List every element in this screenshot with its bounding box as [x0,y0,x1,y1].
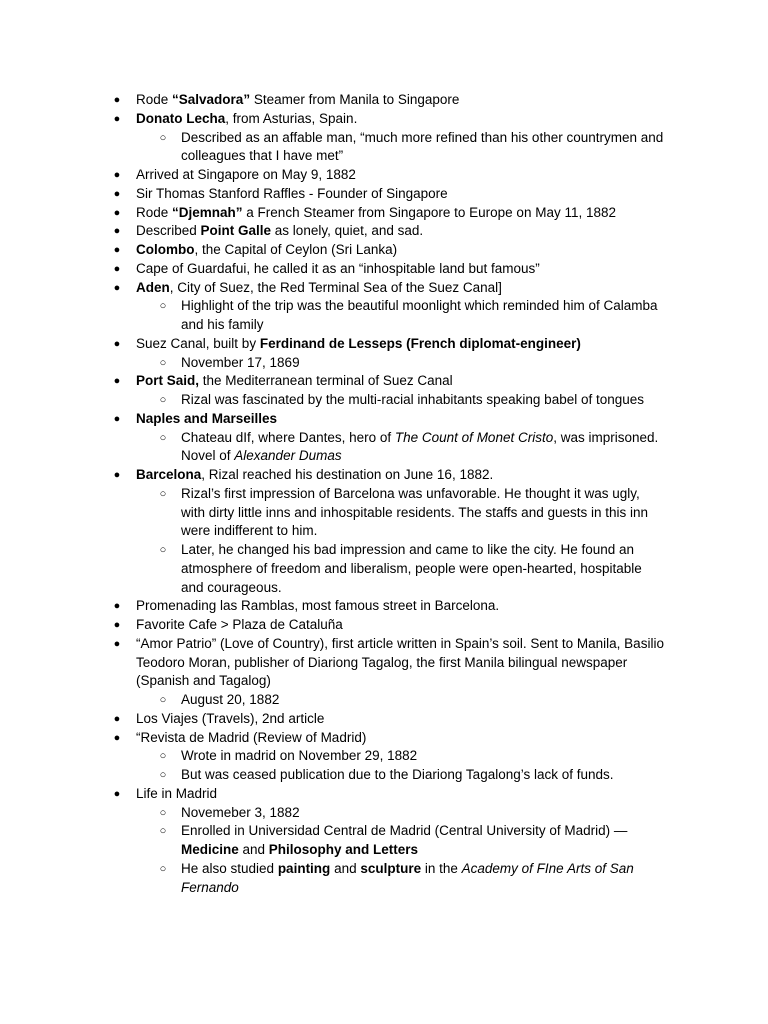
list-item [0,429,768,467]
text-run: Alexander Dumas [234,448,342,464]
filled-bullet-icon: ● [113,637,121,650]
filled-bullet-icon: ● [113,712,121,725]
list-item-line [0,597,768,616]
text-run: Highlight of the trip was the beautiful moonlight which reminded him of Calamba [181,298,658,314]
list-item [0,110,768,129]
text-run: “Amor Patrio” (Love of Country), first article written in Spain’s soil. Sent to Manila, Basilio [136,635,664,651]
list-item [0,241,768,260]
list-item [0,635,768,691]
text-run: painting [277,860,331,876]
text-run: “Revista de Madrid (Review of Madrid) [136,729,367,745]
list-item-line [0,785,768,804]
text-run: Point Galle [200,223,272,239]
hollow-bullet-icon: ○ [159,806,167,819]
list-item-line [0,879,768,898]
hollow-bullet-icon: ○ [159,300,167,313]
list-item-line [0,691,768,710]
list-item-line [0,222,768,241]
list-item [0,616,768,635]
list-item-line [0,747,768,766]
text-run: atmosphere of freedom and liberalism, people were open-hearted, hospitable [181,560,642,576]
list-item-line [0,504,768,523]
filled-bullet-icon: ● [113,112,121,125]
text-run: as lonely, quiet, and sad. [271,223,424,239]
list-item [0,166,768,185]
text-run: and his family [181,317,264,332]
list-item [0,822,768,860]
list-item [0,279,768,298]
filled-bullet-icon: ● [113,787,121,800]
list-item [0,204,768,223]
text-run: Port Said, [136,373,200,389]
list-item [0,185,768,204]
list-item-line [0,729,768,748]
list-item [0,222,768,241]
list-item-line [0,822,768,841]
text-run: the Mediterranean terminal of Suez Canal [199,373,453,389]
list-item-line [0,672,768,691]
list-item-line [0,766,768,785]
list-item [0,391,768,410]
filled-bullet-icon: ● [113,281,121,294]
hollow-bullet-icon: ○ [159,394,167,406]
text-run: Rode [136,92,173,107]
text-run: Cape of Guardafui, he called it as an “inhospitable land but famous” [136,260,540,276]
filled-bullet-icon: ● [113,225,121,238]
filled-bullet-icon: ● [113,187,121,200]
filled-bullet-icon: ● [113,375,121,388]
list-item-line [0,260,768,279]
hollow-bullet-icon: ○ [159,356,167,369]
list-item [0,91,768,110]
filled-bullet-icon: ● [113,731,121,744]
list-item-line [0,654,768,673]
list-item-line [0,560,768,579]
text-run: Steamer from Manila to Singapore [250,92,460,107]
list-item [0,785,768,804]
filled-bullet-icon: ● [113,244,121,256]
list-item-line [0,635,768,654]
text-run: in the [421,860,462,876]
list-item-line [0,110,768,129]
text-run: , City of Suez, the Red Terminal Sea of the Suez Canal] [169,279,502,295]
text-run: , from Asturias, Spain. [225,110,358,126]
list-item-line [0,335,768,354]
list-item [0,766,768,785]
list-item [0,860,768,898]
list-item-line [0,372,768,391]
list-item [0,804,768,823]
text-run: Colombo [136,242,195,257]
text-run: Promenading las Ramblas, most famous street in Barcelona. [136,598,500,614]
filled-bullet-icon: ● [113,469,121,481]
text-run: Described as an affable man, “much more refined than his other countrymen and [181,129,664,145]
text-run: Rode [136,204,173,220]
text-run: Enrolled in Universidad Central de Madrid (Central University of Madrid) — [181,823,628,839]
list-item [0,485,768,541]
text-run: Life in Madrid [136,785,218,801]
text-run: and [330,860,361,876]
filled-bullet-icon: ● [113,262,121,275]
text-run: Fernando [181,879,239,895]
list-item-line [0,466,768,485]
text-run: , the Capital of Ceylon (Sri Lanka) [194,242,398,257]
hollow-bullet-icon: ○ [159,431,167,444]
text-run: November 17, 1869 [181,354,300,370]
list-item [0,335,768,354]
text-run: , Rizal reached his destination on June 16, 1882. [201,467,494,482]
text-run: “Djemnah” [172,204,243,220]
text-run: Aden [136,279,170,295]
list-item-line [0,91,768,110]
filled-bullet-icon: ● [113,206,121,219]
document-page [0,91,768,897]
text-run: Medicine [181,842,239,857]
text-run: Teodoro Moran, publisher of Diariong Tagalog, the first Manila bilingual newspaper [136,654,628,670]
text-run: August 20, 1882 [181,692,280,707]
text-run: colleagues that I have met” [181,148,344,164]
list-item [0,466,768,485]
text-run: Later, he changed his bad impression and came to like the city. He found an [181,542,635,557]
list-item-line [0,485,768,504]
filled-bullet-icon: ● [113,600,121,613]
hollow-bullet-icon: ○ [159,131,167,144]
list-item-line [0,147,768,166]
filled-bullet-icon: ● [113,337,121,350]
text-run: Academy of FIne Arts of San [461,860,634,876]
text-run: Wrote in madrid on November 29, 1882 [181,748,418,764]
text-run: Naples and Marseilles [136,410,278,426]
text-run: Novemeber 3, 1882 [181,804,300,820]
list-item [0,260,768,279]
list-item [0,297,768,335]
text-run: Donato Lecha [136,110,226,126]
list-item-line [0,204,768,223]
list-item [0,372,768,391]
text-run: Philosophy and Letters [268,842,419,857]
list-item-line [0,710,768,729]
text-run: were indifferent to him. [181,523,318,539]
text-run: (Spanish and Tagalog) [136,673,271,689]
text-run: Los Viajes (Travels), 2nd article [136,710,325,726]
list-item-line [0,129,768,148]
list-item-line [0,541,768,560]
list-item [0,541,768,597]
list-item-line [0,279,768,298]
text-run: Ferdinand de Lesseps (French diplomat-engineer) [259,335,581,351]
list-item-line [0,860,768,879]
text-run: Arrived at Singapore on May 9, 1882 [136,167,356,182]
list-item-line [0,316,768,335]
list-item-line [0,522,768,541]
list-item [0,410,768,429]
text-run: and [238,842,269,857]
text-run: Rizal’s first impression of Barcelona was unfavorable. He thought it was ugly, [181,485,640,501]
text-run: with dirty little inns and inhospitable residents. The staffs and guests in this inn [181,504,649,520]
list-item-line [0,391,768,410]
list-item-line [0,166,768,185]
text-run: Described [136,223,201,239]
list-item-line [0,354,768,373]
list-item-line [0,579,768,598]
text-run: Favorite Cafe > Plaza de Cataluña [136,617,343,632]
text-run: Novel of [181,448,235,464]
list-item [0,691,768,710]
list-item [0,710,768,729]
text-run: Suez Canal, built by [136,335,260,351]
list-item-line [0,410,768,429]
list-item-line [0,297,768,316]
hollow-bullet-icon: ○ [159,825,167,838]
list-item [0,129,768,167]
list-item [0,597,768,616]
list-item-line [0,447,768,466]
hollow-bullet-icon: ○ [159,487,167,500]
list-item-line [0,841,768,860]
text-run: Rizal was fascinated by the multi-racial inhabitants speaking babel of tongues [181,392,645,407]
list-item-line [0,241,768,260]
filled-bullet-icon: ● [113,169,121,181]
hollow-bullet-icon: ○ [159,694,167,706]
hollow-bullet-icon: ○ [159,750,167,763]
text-run: Barcelona [136,467,202,482]
text-run: and courageous. [181,579,282,595]
filled-bullet-icon: ● [113,412,121,425]
list-item-line [0,429,768,448]
hollow-bullet-icon: ○ [159,769,167,781]
text-run: a French Steamer from Singapore to Europe on May 11, 1882 [242,204,617,220]
list-item-line [0,185,768,204]
list-item-line [0,616,768,635]
text-run: sculpture [360,860,422,876]
text-run: , was imprisoned. [553,429,659,445]
text-run: Sir Thomas Stanford Raffles - Founder of Singapore [136,185,448,201]
list-item [0,729,768,748]
text-run: Chateau dIf, where Dantes, hero of [181,429,395,445]
text-run: But was ceased publication due to the Diariong Tagalong’s lack of funds. [181,767,614,782]
list-item [0,354,768,373]
text-run: He also studied [181,860,278,876]
filled-bullet-icon: ● [113,94,121,106]
text-run: The Count of Monet Cristo [394,429,554,445]
text-run: “Salvadora” [172,92,251,107]
filled-bullet-icon: ● [113,619,121,631]
hollow-bullet-icon: ○ [159,862,167,875]
list-item [0,747,768,766]
hollow-bullet-icon: ○ [159,544,167,556]
list-item-line [0,804,768,823]
